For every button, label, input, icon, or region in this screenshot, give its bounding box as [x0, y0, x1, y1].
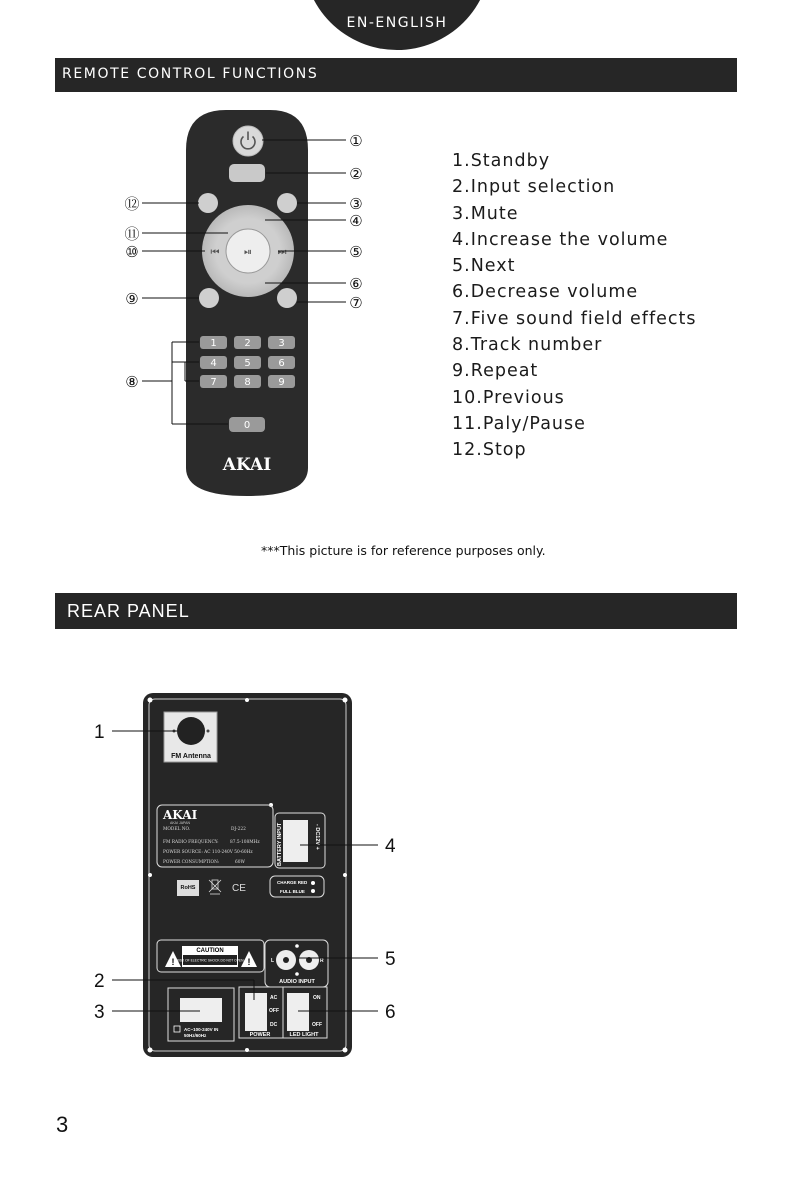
ac-in-line1: AC~100-240V IN	[184, 1027, 219, 1032]
effects-button	[277, 288, 297, 308]
rohs-label: RoHS	[180, 885, 196, 891]
function-item: 6.Decrease volume	[452, 282, 639, 303]
mute-button	[277, 193, 297, 213]
led-off-label: OFF	[312, 1022, 322, 1028]
svg-text:!: !	[171, 957, 175, 967]
callout-3: ③	[349, 196, 363, 213]
key-2-label: 2	[244, 338, 251, 349]
ac-inlet-socket	[180, 998, 222, 1022]
power-label: POWER	[249, 1032, 271, 1038]
power-off-label: OFF	[269, 1008, 279, 1014]
function-item: 10.Previous	[452, 387, 565, 408]
input-button	[229, 164, 265, 182]
function-item: 11.Paly/Pause	[452, 413, 586, 434]
rating-brand: AKAI	[163, 808, 198, 822]
function-item: 4.Increase the volume	[452, 229, 669, 250]
rear-callout-6: 6	[385, 1002, 396, 1023]
caution-sub-label: RISK OF ELECTRIC SHOCK DO NOT OPEN	[176, 958, 244, 963]
play-pause-icon: ⏯	[244, 247, 252, 258]
fm-antenna-jack	[177, 717, 205, 745]
function-item: 5.Next	[452, 256, 516, 277]
callout-2: ②	[349, 166, 363, 183]
rear-section-title: REAR PANEL	[67, 601, 190, 621]
callout-11: ⑪	[124, 226, 140, 243]
led-switch	[287, 993, 309, 1031]
function-item: 3.Mute	[452, 203, 519, 224]
remote-section-title: REMOTE CONTROL FUNCTIONS	[62, 66, 319, 82]
remote-function-list	[452, 148, 697, 464]
caution-label: CAUTION	[196, 948, 224, 954]
callout-5: ⑤	[349, 244, 363, 261]
rear-panel-illustration	[143, 693, 352, 1057]
callout-10: ⑩	[125, 244, 139, 261]
svg-text:!: !	[247, 957, 251, 967]
key-9-label: 9	[278, 377, 285, 388]
rear-section-header	[55, 593, 737, 629]
key-0-label: 0	[243, 420, 251, 431]
function-item: 9.Repeat	[452, 361, 539, 382]
rear-callout-1: 1	[94, 722, 105, 743]
remote-brand: AKAI	[222, 455, 272, 475]
full-led	[311, 889, 315, 893]
rating-line-3-key: POWER SOURCE: AC 110-240V 50-60Hz	[163, 850, 253, 855]
callout-7: ⑦	[349, 295, 363, 312]
rating-line-1-val: DJ-222	[231, 827, 246, 832]
reference-note: ***This picture is for reference purposes only.	[261, 543, 546, 558]
audio-l-label: L	[271, 958, 275, 964]
rear-callout-2: 2	[94, 971, 105, 992]
ac-in-line2: 50Hz/60Hz	[184, 1033, 207, 1038]
rating-line-2-key: FM RADIO FREQUENCY:	[163, 840, 219, 845]
audio-r-label: R	[320, 958, 324, 964]
function-item: 7.Five sound field effects	[452, 308, 697, 329]
led-light-label: LED LIGHT	[289, 1032, 319, 1038]
rear-callout-4: 4	[385, 836, 396, 857]
key-8-label: 8	[244, 377, 251, 388]
battery-input-socket	[283, 820, 308, 862]
rating-line-4-val: 60W	[235, 860, 245, 865]
dc-voltage-label: - DC12V +	[314, 824, 320, 850]
charge-red-label: CHARGE RED	[277, 880, 308, 885]
callout-6: ⑥	[349, 276, 363, 293]
power-switch	[245, 993, 267, 1031]
key-1-label: 1	[210, 338, 217, 349]
key-7-label: 7	[210, 377, 217, 388]
charge-led	[311, 881, 315, 885]
standby-button	[233, 126, 263, 156]
key-5-label: 5	[244, 358, 251, 369]
key-4-label: 4	[210, 358, 217, 369]
power-dc-label: DC	[270, 1022, 278, 1028]
power-ac-label: AC	[270, 995, 278, 1001]
rating-line-1-key: MODEL NO.	[163, 827, 191, 832]
repeat-button	[199, 288, 219, 308]
page-number: 3	[56, 1112, 69, 1137]
callout-12: ⑫	[124, 196, 140, 213]
audio-input-label: AUDIO INPUT	[279, 979, 315, 985]
key-6-label: 6	[278, 358, 285, 369]
led-on-label: ON	[313, 995, 321, 1001]
key-3-label: 3	[278, 338, 285, 349]
rating-line-4-key: POWER CONSUMPTION:	[163, 860, 220, 865]
rating-line-2-val: 87.5-108MHz	[230, 840, 260, 845]
battery-input-label: BATTERY INPUT	[277, 822, 283, 866]
rating-brand-sub: AKAI JAPAN	[170, 821, 190, 825]
function-item: 1.Standby	[452, 151, 551, 171]
ce-mark: CE	[232, 883, 246, 894]
previous-icon: ⏮	[210, 247, 220, 258]
callout-9: ⑨	[125, 291, 139, 308]
full-blue-label: FULL BLUE	[280, 889, 305, 894]
callout-4: ④	[349, 213, 363, 230]
next-icon: ⏭	[277, 247, 287, 258]
rear-callout-3: 3	[94, 1002, 105, 1023]
function-item: 2.Input selection	[452, 177, 616, 198]
fm-antenna-label: FM Antenna	[171, 753, 211, 760]
callout-1: ①	[349, 133, 363, 150]
function-item: 12.Stop	[452, 440, 527, 461]
language-tab-label: EN-ENGLISH	[346, 15, 448, 31]
rear-callout-5: 5	[385, 949, 396, 970]
callout-8: ⑧	[125, 374, 139, 391]
stop-button	[198, 193, 218, 213]
function-item: 8.Track number	[452, 335, 603, 356]
